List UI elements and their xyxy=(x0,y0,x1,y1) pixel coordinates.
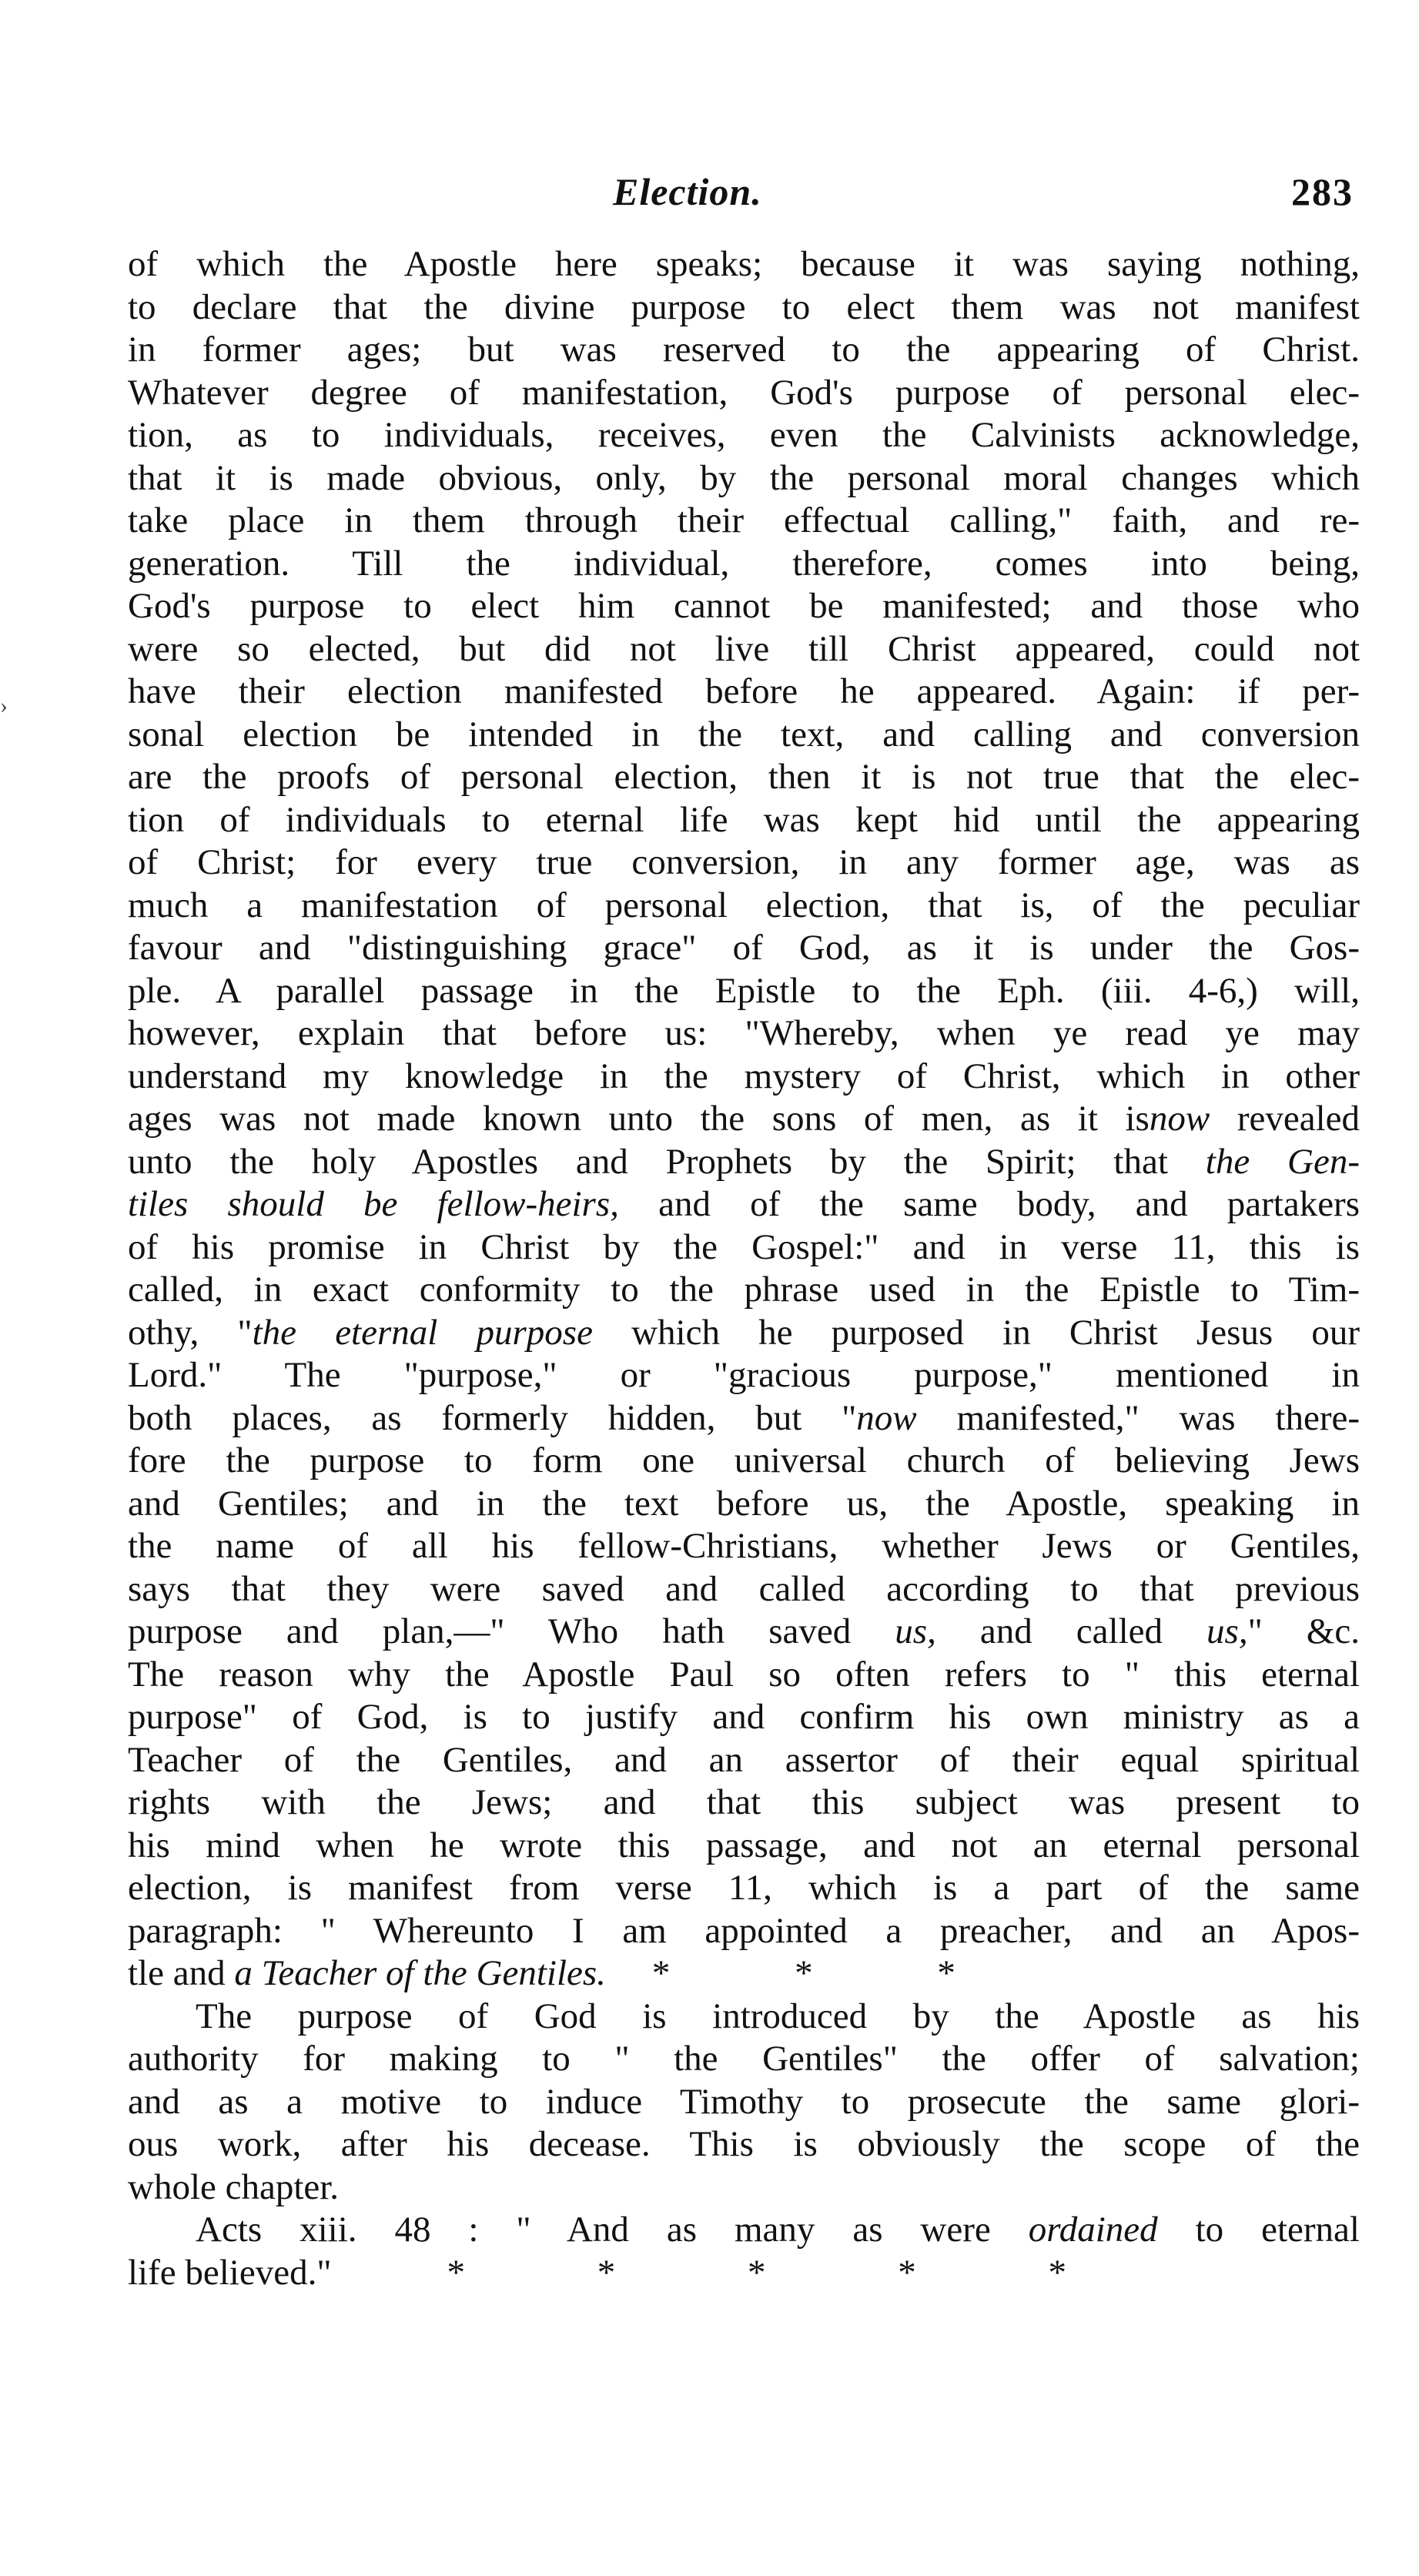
text-line: election, is manifest from verse 11, which is a part of the same xyxy=(128,1868,1360,1908)
text-line: and as a motive to induce Timothy to prosecute the same glori- xyxy=(128,2081,1360,2122)
italic-text: the Gen- xyxy=(1205,1141,1360,1182)
text-line: and Gentiles; and in the text before us, the Apostle, speaking in xyxy=(128,1483,1360,1524)
text-line xyxy=(128,1611,1360,1654)
text-line: paragraph: " Whereunto I am appointed a preacher, and an Apos- xyxy=(128,1910,1360,1951)
text-line: however, explain that before us: "Whereby, when ye read ye may xyxy=(128,1013,1360,1053)
text-segment: unto the holy Apostles and Prophets by the Spirit; that xyxy=(128,1141,1168,1182)
text-line: tion, as to individuals, receives, even the Calvinists acknowledge, xyxy=(128,415,1360,455)
text-line: favour and "distinguishing grace" of God, as it is under the Gos- xyxy=(128,928,1360,968)
text-line: sonal election be intended in the text, and calling and conversion xyxy=(128,714,1360,754)
text-line: are the proofs of personal election, then it is not true that the elec- xyxy=(128,757,1360,797)
text-line: Whatever degree of manifestation, God's purpose of personal elec- xyxy=(128,372,1360,413)
text-segment: ages was not made known unto the sons of men, as it is xyxy=(128,1099,1150,1139)
margin-mark: › xyxy=(0,693,8,718)
text-segment: revealed xyxy=(1210,1099,1360,1139)
text-segment: to eternal xyxy=(1157,2210,1360,2250)
italic-text: us, xyxy=(895,1611,936,1651)
text-line xyxy=(128,1397,1360,1440)
text-segment: manifested," was there- xyxy=(916,1397,1360,1438)
text-line: purpose" of God, is to justify and confirm his own ministry as a xyxy=(128,1697,1360,1737)
text-segment: and of the same body, and partakers xyxy=(658,1184,1360,1224)
italic-text: a Teacher of the Gentiles. xyxy=(234,1953,606,1993)
text-line xyxy=(128,1952,1360,1996)
italic-text: us, xyxy=(1206,1611,1248,1651)
text-line: tion of individuals to eternal life was kept hid until the appearing xyxy=(128,799,1360,840)
text-line: the name of all his fellow-Christians, whether Jews or Gentiles, xyxy=(128,1526,1360,1566)
text-line: were so elected, but did not live till Christ appeared, could not xyxy=(128,628,1360,669)
text-line: The reason why the Apostle Paul so often refers to " this eternal xyxy=(128,1654,1360,1694)
text-line: his mind when he wrote this passage, and not an eternal personal xyxy=(128,1825,1360,1865)
text-line: of Christ; for every true conversion, in any former age, was as xyxy=(128,842,1360,882)
text-segment: both places, as formerly hidden, but " xyxy=(128,1397,857,1438)
text-line: says that they were saved and called according to that previous xyxy=(128,1568,1360,1609)
text-segment: " &c. xyxy=(1247,1611,1360,1651)
text-line xyxy=(128,2252,1360,2295)
text-segment: and called xyxy=(935,1611,1207,1651)
italic-text: tiles should be fellow-heirs, xyxy=(128,1184,619,1224)
text-line: ple. A parallel passage in the Epistle to the Eph. (iii. 4-6,) will, xyxy=(128,970,1360,1011)
text-line: called, in exact conformity to the phrase used in the Epistle to Tim- xyxy=(128,1270,1360,1310)
running-head: Election. xyxy=(613,170,762,213)
text-line: Lord." The "purpose," or "gracious purpose," mentioned in xyxy=(128,1355,1360,1395)
text-line: that it is made obvious, only, by the personal moral changes which xyxy=(128,457,1360,498)
text-line: in former ages; but was reserved to the appearing of Christ. xyxy=(128,330,1360,370)
text-line: understand my knowledge in the mystery of Christ, which in other xyxy=(128,1055,1360,1096)
text-segment: Acts xiii. 48 : " And as many as were xyxy=(196,2210,991,2250)
asterisk-break: * * * xyxy=(651,1953,955,1993)
text-segment: which he purposed in Christ Jesus our xyxy=(592,1312,1360,1353)
text-line: whole chapter. xyxy=(128,2166,340,2207)
text-line: much a manifestation of personal election, that is, of the peculiar xyxy=(128,885,1360,925)
text-line: take place in them through their effectual calling," faith, and re- xyxy=(128,500,1360,540)
text-segment: tle and xyxy=(128,1953,226,1993)
text-line: of his promise in Christ by the Gospel:" and in verse 11, this is xyxy=(128,1226,1360,1267)
text-line: The purpose of God is introduced by the Apostle as his xyxy=(196,1996,1360,2036)
text-line: rights with the Jews; and that this subject was present to xyxy=(128,1782,1360,1822)
text-segment: othy, " xyxy=(128,1312,253,1353)
text-line: fore the purpose to form one universal church of believing Jews xyxy=(128,1440,1360,1480)
page-header xyxy=(128,165,1360,219)
text-line xyxy=(128,1312,1360,1355)
text-line: ous work, after his decease. This is obviously the scope of the xyxy=(128,2124,1360,2164)
italic-text: the eternal purpose xyxy=(252,1312,593,1353)
text-line xyxy=(128,1098,1360,1141)
italic-text: now xyxy=(856,1397,917,1438)
italic-text: ordained xyxy=(1028,2210,1158,2250)
text-segment: life believed." xyxy=(128,2252,332,2293)
italic-text: now xyxy=(1149,1099,1210,1139)
body-text xyxy=(128,243,1360,2294)
text-line: to declare that the divine purpose to elect them was not manifest xyxy=(128,286,1360,327)
text-line: Teacher of the Gentiles, and an assertor of their equal spiritual xyxy=(128,1739,1360,1780)
text-line: of which the Apostle here speaks; because it was saying nothing, xyxy=(128,244,1360,284)
text-segment: purpose and plan,—" Who hath saved xyxy=(128,1611,852,1651)
text-line: authority for making to " the Gentiles" the offer of salvation; xyxy=(128,2039,1360,2079)
text-line xyxy=(128,1141,1360,1184)
page-number: 283 xyxy=(1291,170,1354,213)
text-line xyxy=(128,1183,1360,1226)
text-line: God's purpose to elect him cannot be manifested; and those who xyxy=(128,586,1360,626)
text-line: have their election manifested before he appeared. Again: if per- xyxy=(128,671,1360,711)
text-line: generation. Till the individual, therefore, comes into being, xyxy=(128,543,1360,584)
asterisk-break: * * * * * xyxy=(447,2252,1067,2293)
text-line xyxy=(128,2209,1360,2252)
